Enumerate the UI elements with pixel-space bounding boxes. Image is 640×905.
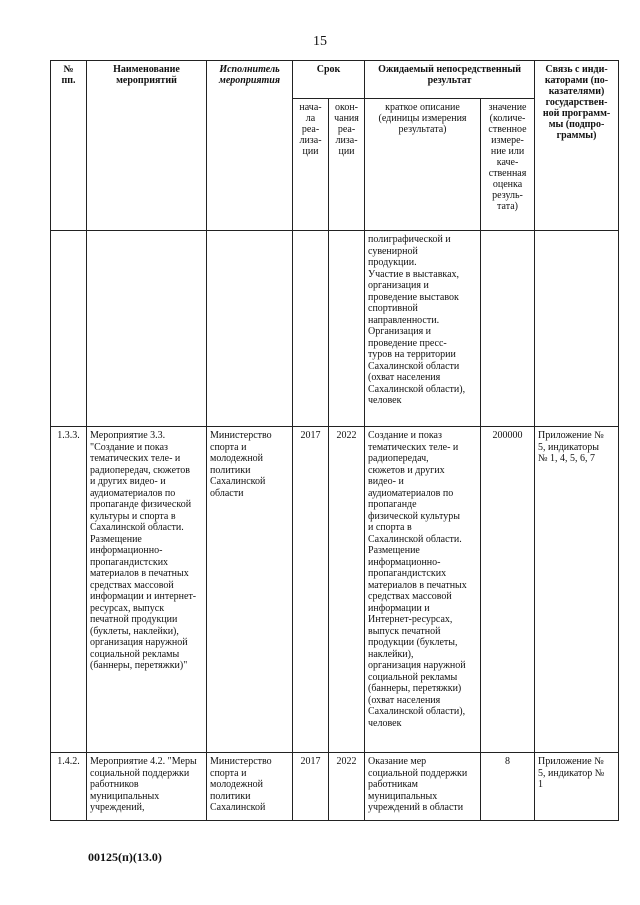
row-link: Приложение № 5, индикаторы № 1, 4, 5, 6, 7	[535, 427, 619, 753]
measures-table	[50, 60, 619, 821]
header-link: Связь с инди- каторами (по- казателями) государствен- ной программ- мы (подпро- граммы)	[535, 61, 619, 231]
row-executor: Министерство спорта и молодежной политики Сахалинской области	[207, 427, 293, 753]
table-row	[51, 753, 619, 821]
row-desc: Создание и показ тематических теле- и радиопередач, сюжетов и других видео- и аудиоматериалов по пропаганде физической культуры и спорта в Сахалинской области. Размещение информационно- пропагандистских материалов в печатных средствах массовой информации и Интернет-ресурсах, выпуск печатной продукции (буклеты, наклейки), организация наружной социальной рекламы (баннеры, перетяжки) (охват населения Сахалинской области), человек	[365, 427, 481, 753]
row-end	[329, 231, 365, 427]
header-value: значение (количе- ственное измере- ние или каче- ственная оценка резуль- тата)	[481, 99, 535, 231]
document-code: 00125(п)(13.0)	[88, 850, 162, 864]
row-value	[481, 231, 535, 427]
row-name: Мероприятие 3.3. "Создание и показ тематических теле- и радиопередач, сюжетов и других видео- и аудиоматериалов по пропаганде физической культуры и спорта в Сахалинской области. Размещение информационно- пропагандистских материалов в печатных средствах массовой информации и интернет- ресурсах, выпуск печатной продукции (буклеты, наклейки), организация наружной социальной рекламы (баннеры, перетяжки)"	[87, 427, 207, 753]
header-expected: Ожидаемый непосредственный результат	[365, 61, 535, 99]
header-name: Наименование мероприятий	[87, 61, 207, 231]
row-link: Приложение № 5, индикатор № 1	[535, 753, 619, 821]
row-desc: Оказание мер социальной поддержки работникам муниципальных учреждений в области	[365, 753, 481, 821]
header-executor: Исполнитель мероприятия	[207, 61, 293, 231]
header-term: Срок	[293, 61, 365, 99]
row-value: 200000	[481, 427, 535, 753]
row-name	[87, 231, 207, 427]
table-row	[51, 231, 619, 427]
row-executor	[207, 231, 293, 427]
row-end: 2022	[329, 427, 365, 753]
header-num: № пп.	[51, 61, 87, 231]
row-start: 2017	[293, 753, 329, 821]
header-end: окон- чания реа- лиза- ции	[329, 99, 365, 231]
page-number: 15	[313, 34, 327, 49]
row-num	[51, 231, 87, 427]
row-num: 1.3.3.	[51, 427, 87, 753]
row-name: Мероприятие 4.2. "Меры социальной поддержки работников муниципальных учреждений,	[87, 753, 207, 821]
row-executor: Министерство спорта и молодежной политики Сахалинской	[207, 753, 293, 821]
header-short-desc: краткое описание (единицы измерения результата)	[365, 99, 481, 231]
row-start: 2017	[293, 427, 329, 753]
row-num: 1.4.2.	[51, 753, 87, 821]
row-end: 2022	[329, 753, 365, 821]
row-start	[293, 231, 329, 427]
row-desc: полиграфической и сувенирной продукции. Участие в выставках, организация и проведение выставок спортивной направленности. Организация и проведение пресс- туров на территории Сахалинской области (охват населения Сахалинской области), человек	[365, 231, 481, 427]
row-value: 8	[481, 753, 535, 821]
table-row	[51, 427, 619, 753]
row-link	[535, 231, 619, 427]
header-start: нача- ла реа- лиза- ции	[293, 99, 329, 231]
